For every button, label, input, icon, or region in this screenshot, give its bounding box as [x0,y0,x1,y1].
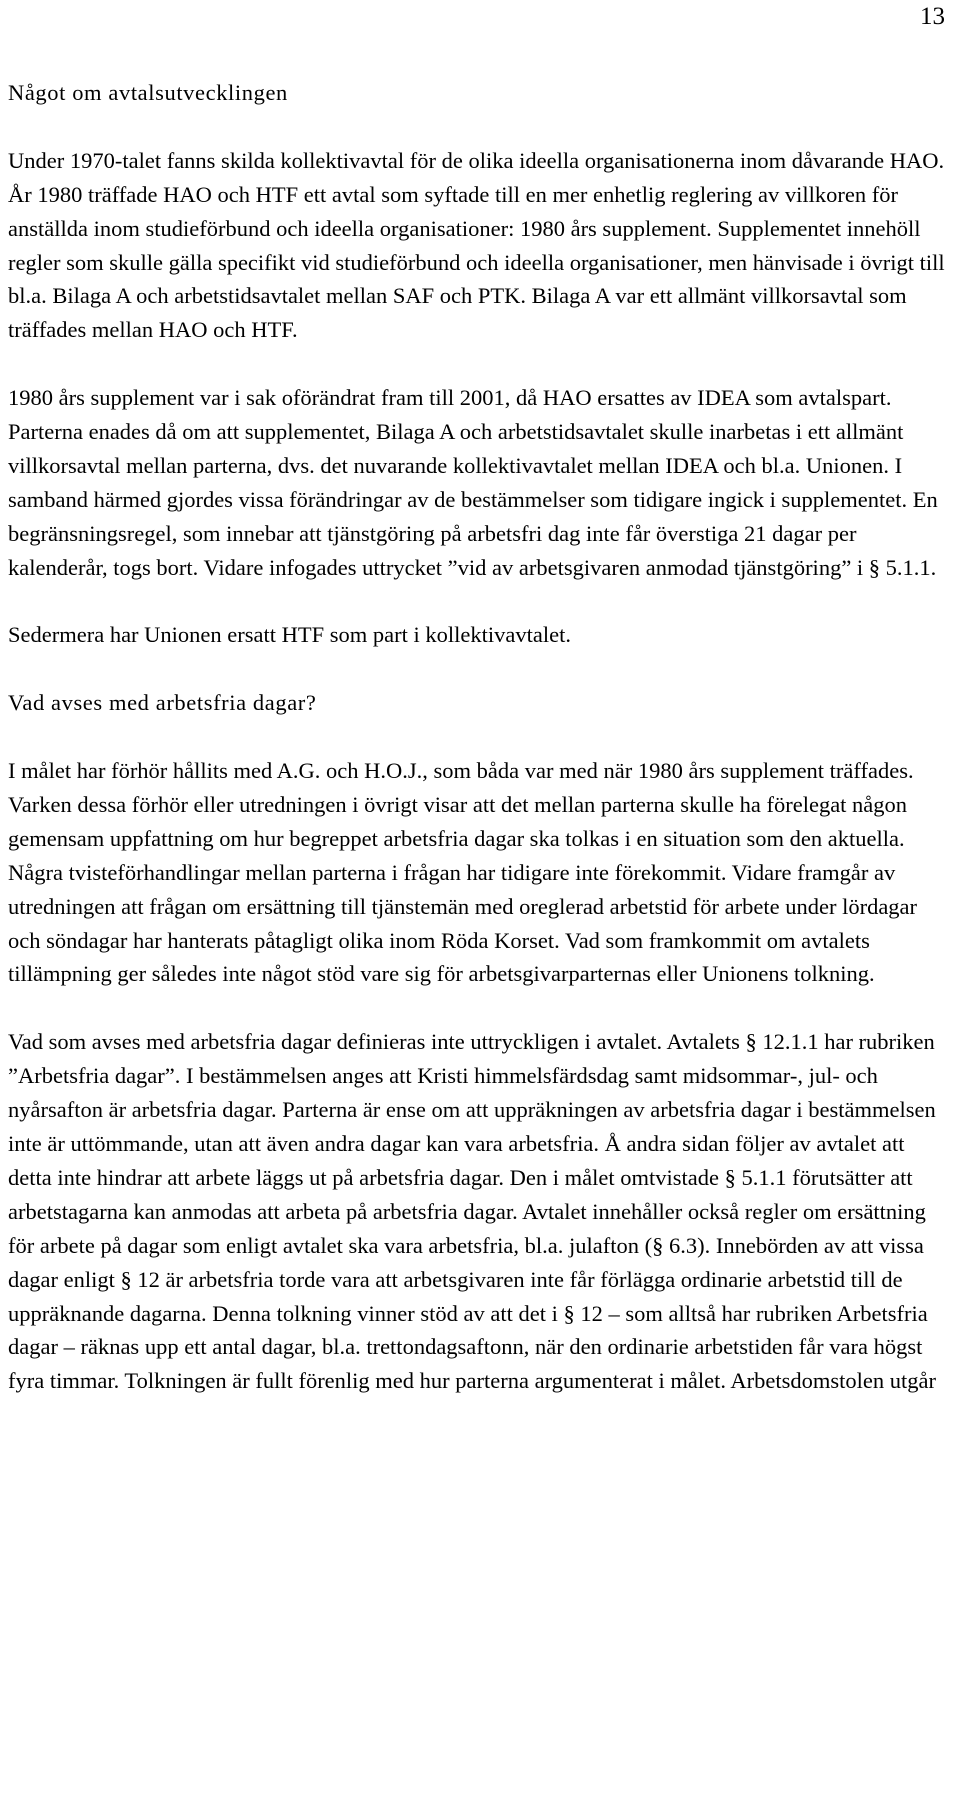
section-heading-arbetsfria-dagar: Vad avses med arbetsfria dagar? [8,690,317,716]
paragraph-1: Under 1970-talet fanns skilda kollektivavtal för de olika ideella organisationerna inom dåvarande HAO. År 1980 träffade HAO och HTF ett avtal som syftade till en mer enhetlig reglering av villkoren för anställda inom studieförbund och ideella organisationer: 1980 års supplement. Supplementet innehöll regler som skulle gälla specifikt vid studieförbund och ideella organisationer, men hänvisade i övrigt till bl.a. Bilaga A och arbetstidsavtalet mellan SAF och PTK. Bilaga A var ett allmänt villkorsavtal som träffades mellan HAO och HTF. [8,147,945,343]
paragraph-5: Vad som avses med arbetsfria dagar definieras inte uttryckligen i avtalet. Avtalets § 12.1.1 har rubriken ”Arbetsfria dagar”. I bestämmelsen anges att Kristi himmelsfärdsdag samt midsommar-, jul- och nyårsafton är arbetsfria dagar. Parterna är ense om att uppräkningen av arbetsfria dagar i bestämmelsen inte är uttömmande, utan att även andra dagar kan vara arbetsfria. Å andra sidan följer av avtalet att detta inte hindrar att arbete läggs ut på arbetsfria dagar. Den i målet omtvistade § 5.1.1 förutsätter att arbetstagarna kan anmodas att arbeta på arbetsfria dagar. Avtalet innehåller också regler om ersättning för arbete på dagar som enligt avtalet ska vara arbetsfria, bl.a. julafton (§ 6.3). Innebörden av att vissa dagar enligt § 12 är arbetsfria torde vara att arbetsgivaren inte får förlägga ordinarie arbetstid till de uppräknande dagarna. Denna tolkning vinner stöd av att det i § 12 – som alltså har rubriken Arbetsfria dagar – räknas upp ett antal dagar, bl.a. trettondagsaftonn, när den ordinarie arbetstiden får vara högst fyra timmar. Tolkningen är fullt förenlig med hur parterna argumenterat i målet. Arbetsdomstolen utgår [8,1029,936,1394]
paragraph-3: Sedermera har Unionen ersatt HTF som part i kollektivavtalet. [8,622,571,648]
page-number: 13 [920,3,945,30]
document-body [8,76,953,1432]
paragraph-2: 1980 års supplement var i sak oförändrat fram till 2001, då HAO ersattes av IDEA som avtalspart. Parterna enades då om att supplementet, Bilaga A och arbetstidsavtalet skulle inarbetas i ett allmänt villkorsavtal mellan parterna, dvs. det nuvarande kollektivavtalet mellan IDEA och bl.a. Unionen. I samband härmed gjordes vissa förändringar av de bestämmelser som tidigare ingick i supplementet. En begränsningsregel, som innebar att tjänstgöring på arbetsfri dag inte får överstiga 21 dagar per kalenderår, togs bort. Vidare infogades uttrycket ”vid av arbetsgivaren anmodad tjänstgöring” i § 5.1.1. [8,385,938,580]
paragraph-4: I målet har förhör hållits med A.G. och H.O.J., som båda var med när 1980 års supplement träffades. Varken dessa förhör eller utredningen i övrigt visar att det mellan parterna skulle ha förelegat någon gemensam uppfattning om hur begreppet arbetsfria dagar ska tolkas i en situation som den aktuella. Några tvisteförhandlingar mellan parterna i frågan har tidigare inte förekommit. Vidare framgår av utredningen att frågan om ersättning till tjänstemän med oreglerad arbetstid för arbete under lördagar och söndagar har hanterats påtagligt olika inom Röda Korset. Vad som framkommit om avtalets tillämpning ger således inte något stöd vare sig för arbetsgivarparternas eller Unionens tolkning. [8,758,918,987]
section-heading-avtalsutveckling: Något om avtalsutvecklingen [8,80,288,105]
